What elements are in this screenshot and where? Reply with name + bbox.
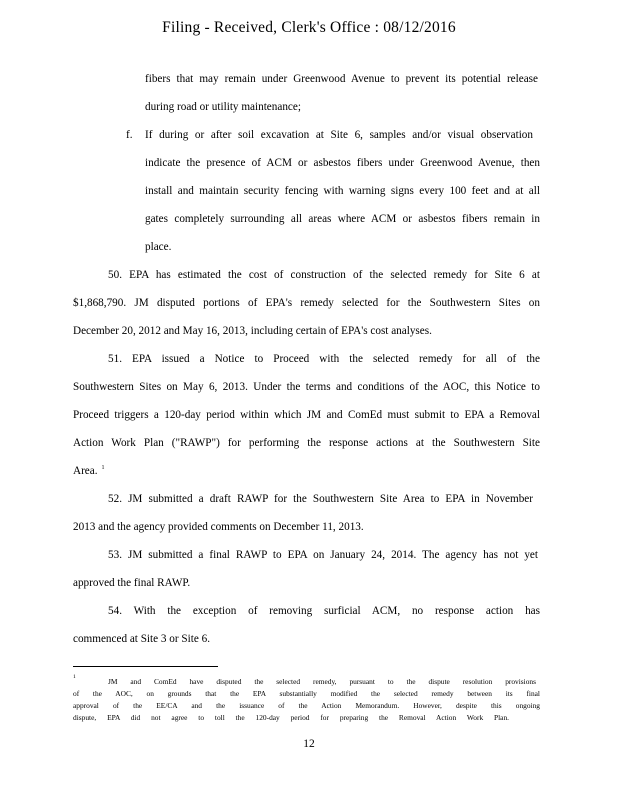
- item-e-line-1: fibers that may remain under Greenwood Avenue to prevent its potential release: [145, 73, 538, 85]
- para-50-line-1: 50. EPA has estimated the cost of construction of the selected remedy for Site 6 at: [108, 269, 540, 281]
- footnote-line-1: JM and ComEd have disputed the selected remedy, pursuant to the dispute resolution provisions: [108, 677, 536, 686]
- para-51-line-1: 51. EPA issued a Notice to Proceed with the selected remedy for all of the: [108, 353, 540, 365]
- footnote-mark: 1: [73, 674, 76, 680]
- para-53-line-2: approved the final RAWP.: [73, 577, 191, 589]
- item-e-line-2: during road or utility maintenance;: [145, 101, 301, 113]
- item-f-line-5: place.: [145, 241, 172, 253]
- para-52-line-1: 52. JM submitted a draft RAWP for the Southwestern Site Area to EPA in November: [108, 493, 533, 505]
- para-51-line-4: Action Work Plan ("RAWP") for performing the response actions at the Southwestern Site: [73, 437, 540, 449]
- para-53-line-1: 53. JM submitted a final RAWP to EPA on January 24, 2014. The agency has not yet: [108, 549, 538, 561]
- filing-header: Filing - Received, Clerk's Office : 08/12/2016: [162, 19, 456, 36]
- para-54-line-2: commenced at Site 3 or Site 6.: [73, 633, 211, 645]
- footnote-line-4: dispute, EPA did not agree to toll the 120-day period for preparing the Removal Action Work Plan.: [73, 713, 509, 722]
- footnote-separator: [73, 666, 218, 667]
- para-51-line-5: [73, 465, 105, 477]
- footnote-line-3: approval of the EE/CA and the issuance of the Action Memorandum. However, despite this ongoing: [73, 701, 540, 710]
- para-51-line-3: Proceed triggers a 120-day period within which JM and ComEd must submit to EPA a Removal: [73, 409, 540, 421]
- para-50-line-3: December 20, 2012 and May 16, 2013, including certain of EPA's cost analyses.: [73, 325, 432, 337]
- footnote-line-2: of the AOC, on grounds that the EPA substantially modified the selected remedy between its final: [73, 689, 540, 698]
- item-f-line-2: indicate the presence of ACM or asbestos fibers under Greenwood Avenue, then: [145, 157, 540, 169]
- item-f-line-3: install and maintain security fencing with warning signs every 100 feet and at all: [145, 185, 540, 197]
- para-51-line-5-text: Area.: [73, 465, 98, 477]
- item-f-line-4: gates completely surrounding all areas where ACM or asbestos fibers remain in: [145, 213, 540, 225]
- para-52-line-2: 2013 and the agency provided comments on December 11, 2013.: [73, 521, 364, 533]
- footnote-reference[interactable]: 1: [101, 465, 105, 471]
- para-54-line-1: 54. With the exception of removing surficial ACM, no response action has: [108, 605, 540, 617]
- item-f-line-1: If during or after soil excavation at Site 6, samples and/or visual observation: [145, 129, 533, 141]
- item-f-label: f.: [126, 129, 133, 141]
- para-50-line-2: $1,868,790. JM disputed portions of EPA's remedy selected for the Southwestern Sites on: [73, 297, 540, 309]
- para-51-line-2: Southwestern Sites on May 6, 2013. Under the terms and conditions of the AOC, this Notice to: [73, 381, 540, 393]
- page-number: 12: [303, 738, 315, 750]
